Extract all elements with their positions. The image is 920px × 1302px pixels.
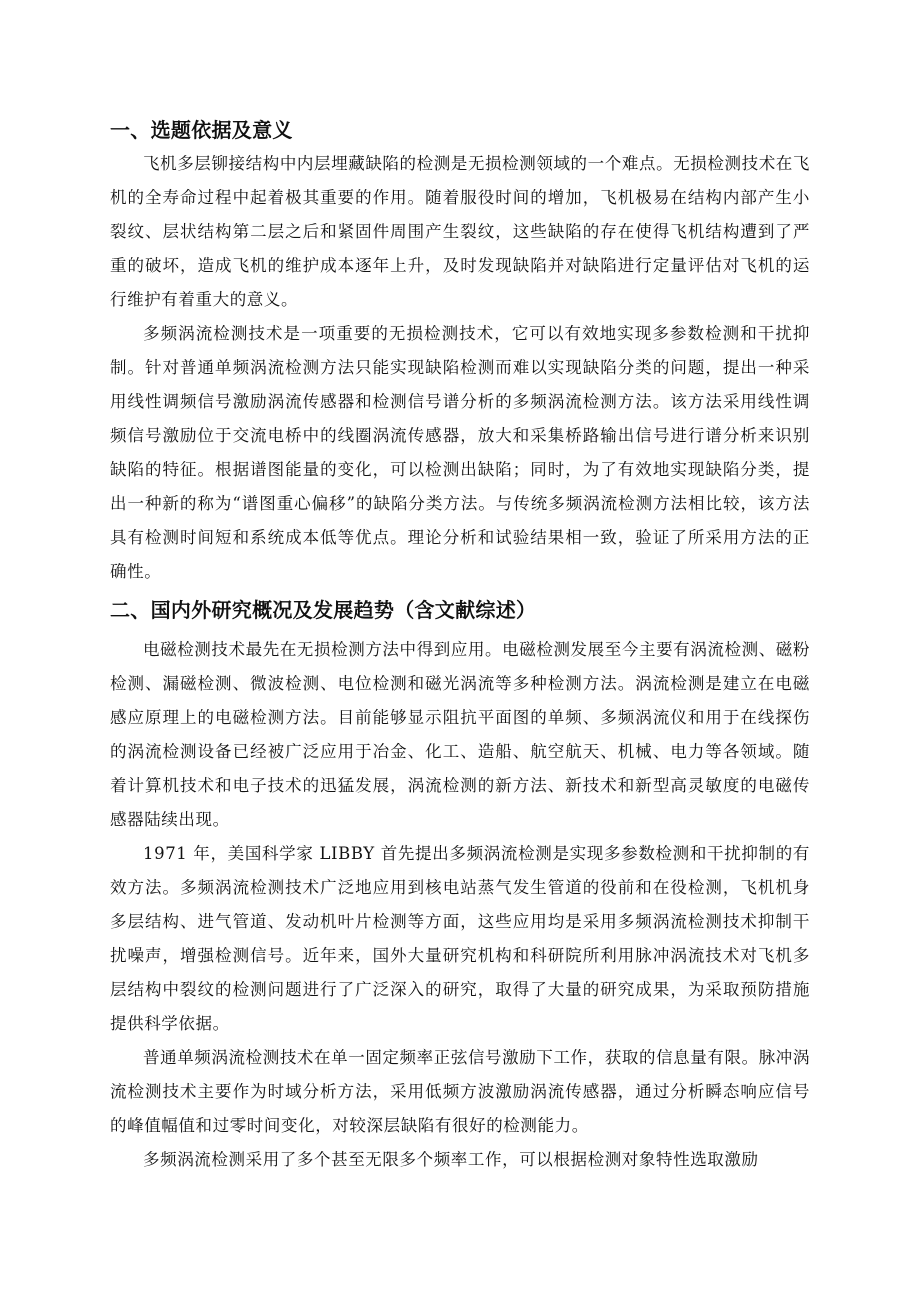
section-heading-1: 一、选题依据及意义 <box>110 118 293 142</box>
section-1-paragraph-2: 多频涡流检测技术是一项重要的无损检测技术，它可以有效地实现多参数检测和干扰抑制。针对普通单频涡流检测方法只能实现缺陷检测而难以实现缺陷分类的问题，提出一种采用线性调频信号激励涡流传感器和检测信号谱分析的多频涡流检测方法。该方法采用线性调频信号激励位于交流电桥中的线圈涡流传感器，放大和采集桥路输出信号进行谱分析来识别缺陷的特征。根据谱图能量的变化，可以检测出缺陷；同时，为了有效地实现缺陷分类，提出一种新的称为“谱图重心偏移”的缺陷分类方法。与传统多频涡流检测方法相比较，该方法具有检测时间短和系统成本低等优点。理论分析和试验结果相一致，验证了所采用方法的正确性。 <box>110 324 810 581</box>
document-page <box>110 113 810 1177</box>
section-heading-2: 二、国内外研究概况及发展趋势（含文献综述） <box>110 598 537 622</box>
section-2-paragraph-2: 1971 年，美国科学家 LIBBY 首先提出多频涡流检测是实现多参数检测和干扰抑制的有效方法。多频涡流检测技术广泛地应用到核电站蒸气发生管道的役前和在役检测，飞机机身多层结构、进气管道、发动机叶片检测等方面，这些应用均是采用多频涡流检测技术抑制干扰噪声，增强检测信号。近年来，国外大量研究机构和科研院所利用脉冲涡流技术对飞机多层结构中裂纹的检测问题进行了广泛深入的研究，取得了大量的研究成果，为采取预防措施提供科学依据。 <box>110 844 810 1033</box>
section-2-paragraph-4: 多频涡流检测采用了多个甚至无限多个频率工作，可以根据检测对象特性选取激励 <box>143 1150 759 1169</box>
section-2-paragraph-1: 电磁检测技术最先在无损检测方法中得到应用。电磁检测发展至今主要有涡流检测、磁粉检测、漏磁检测、微波检测、电位检测和磁光涡流等多种检测方法。涡流检测是建立在电磁感应原理上的电磁检测方法。目前能够显示阻抗平面图的单频、多频涡流仪和用于在线探伤的涡流检测设备已经被广泛应用于冶金、化工、造船、航空航天、机械、电力等各领域。随着计算机技术和电子技术的迅猛发展，涡流检测的新方法、新技术和新型高灵敏度的电磁传感器陆续出现。 <box>110 640 810 829</box>
section-1-paragraph-1: 飞机多层铆接结构中内层埋藏缺陷的检测是无损检测领域的一个难点。无损检测技术在飞机的全寿命过程中起着极其重要的作用。随着服役时间的增加，飞机极易在结构内部产生小裂纹、层状结构第二层之后和紧固件周围产生裂纹，这些缺陷的存在使得飞机结构遭到了严重的破坏，造成飞机的维护成本逐年上升，及时发现缺陷并对缺陷进行定量评估对飞机的运行维护有着重大的意义。 <box>110 154 810 309</box>
section-2-paragraph-3: 普通单频涡流检测技术在单一固定频率正弦信号激励下工作，获取的信息量有限。脉冲涡流检测技术主要作为时域分析方法，采用低频方波激励涡流传感器，通过分析瞬态响应信号的峰值幅值和过零时间变化，对较深层缺陷有很好的检测能力。 <box>110 1048 810 1135</box>
